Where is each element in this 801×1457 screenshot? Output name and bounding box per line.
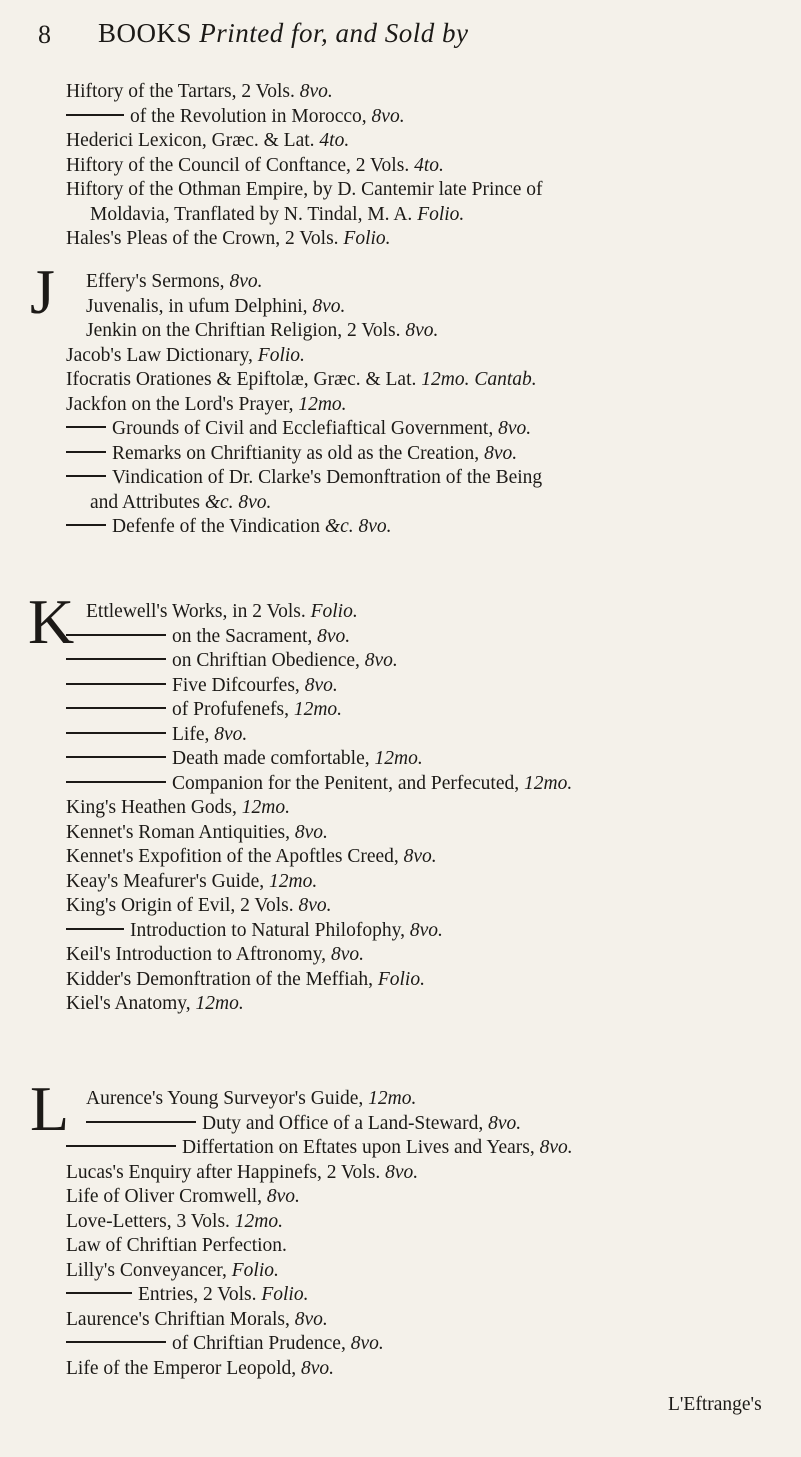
entry-format: 8vo. bbox=[371, 106, 405, 127]
catalogue-entry bbox=[86, 295, 345, 319]
ditto-rule bbox=[66, 475, 106, 477]
entry-title: Jacob's Law Dictionary, bbox=[66, 345, 258, 366]
drop-capital: J bbox=[30, 256, 55, 327]
catalogue-entry bbox=[66, 625, 350, 649]
catalogue-entry bbox=[66, 1259, 279, 1283]
entry-format: &c. 8vo. bbox=[204, 492, 272, 513]
drop-capital: K bbox=[28, 586, 75, 657]
entry-format: &c. 8vo. bbox=[324, 516, 392, 537]
entry-format: 8vo. bbox=[304, 675, 338, 696]
catalogue-entry bbox=[66, 393, 347, 417]
entry-format: 12mo. bbox=[195, 993, 244, 1014]
entry-title: Vindication of Dr. Clarke's Demonftration of the Being bbox=[112, 467, 543, 488]
entry-title: Kiel's Anatomy, bbox=[66, 993, 196, 1014]
catalogue-entry bbox=[66, 723, 247, 747]
ditto-rule bbox=[66, 756, 166, 758]
catalogue-entry bbox=[66, 821, 328, 845]
entry-title: of the Revolution in Morocco, bbox=[130, 106, 372, 127]
catalogue-entry bbox=[66, 1210, 283, 1234]
entry-format: 4to. bbox=[319, 130, 350, 151]
entry-title: Lucas's Enquiry after Happinefs, 2 Vols. bbox=[66, 1162, 386, 1183]
ditto-rule bbox=[66, 658, 166, 660]
entry-title: Love-Letters, 3 Vols. bbox=[66, 1211, 235, 1232]
entry-title: Death made comfortable, bbox=[172, 748, 375, 769]
catalogue-entry bbox=[66, 129, 349, 153]
catalogue-entry bbox=[66, 1283, 308, 1307]
entry-title: Kidder's Demonftration of the Meffiah, bbox=[66, 969, 378, 990]
entry-format: 12mo. Cantab. bbox=[421, 369, 537, 390]
catalogue-entry bbox=[66, 368, 537, 392]
entry-title: Keay's Meafurer's Guide, bbox=[66, 871, 270, 892]
entry-title: Kennet's Expofition of the Apoftles Creed, bbox=[66, 846, 404, 867]
catalogue-entry bbox=[66, 796, 290, 820]
catalogue-entry bbox=[66, 1357, 334, 1381]
entry-title: Introduction to Natural Philofophy, bbox=[130, 920, 410, 941]
ditto-rule bbox=[66, 732, 166, 734]
catalogue-entry bbox=[66, 1308, 328, 1332]
catalogue-entry bbox=[66, 919, 443, 943]
catalogue-entry bbox=[66, 1161, 418, 1185]
catalogue-entry bbox=[66, 772, 572, 796]
entry-title: Defenfe of the Vindication bbox=[112, 516, 325, 537]
ditto-rule bbox=[66, 114, 124, 116]
catalogue-entry bbox=[86, 1087, 416, 1111]
entry-format: 8vo. bbox=[294, 1309, 328, 1330]
entry-format: 8vo. bbox=[317, 626, 351, 647]
entry-format: 12mo. bbox=[374, 748, 423, 769]
ditto-rule bbox=[66, 1145, 176, 1147]
entry-title: Hiftory of the Council of Conftance, 2 Vols. bbox=[66, 155, 415, 176]
entry-title: Keil's Introduction to Aftronomy, bbox=[66, 944, 331, 965]
entry-title: Hiftory of the Tartars, 2 Vols. bbox=[66, 81, 300, 102]
catalogue-entry bbox=[66, 227, 391, 251]
catalogue-entry bbox=[90, 491, 271, 515]
entry-title: Aurence's Young Surveyor's Guide, bbox=[86, 1088, 369, 1109]
entry-title: Law of Chriftian Perfection. bbox=[66, 1235, 287, 1256]
entry-title: Ifocratis Orationes & Epiftolæ, Græc. & Lat. bbox=[66, 369, 422, 390]
entry-format: 8vo. bbox=[488, 1113, 522, 1134]
entry-format: 8vo. bbox=[498, 418, 532, 439]
entry-format: 8vo. bbox=[330, 944, 364, 965]
entry-title: Juvenalis, in ufum Delphini, bbox=[86, 296, 313, 317]
entry-title: Laurence's Chriftian Morals, bbox=[66, 1309, 295, 1330]
ditto-rule bbox=[66, 683, 166, 685]
entry-format: Folio. bbox=[377, 969, 425, 990]
entry-format: 8vo. bbox=[229, 271, 263, 292]
entry-title: King's Heathen Gods, bbox=[66, 797, 242, 818]
entry-format: 8vo. bbox=[294, 822, 328, 843]
entry-title: Remarks on Chriftianity as old as the Creation, bbox=[112, 443, 485, 464]
entry-title: Lilly's Conveyancer, bbox=[66, 1260, 232, 1281]
catalogue-entry bbox=[66, 515, 392, 539]
entry-format: Folio. bbox=[343, 228, 391, 249]
ditto-rule bbox=[66, 634, 166, 636]
entry-title: and Attributes bbox=[90, 492, 205, 513]
entry-format: 8vo. bbox=[299, 81, 333, 102]
catalogue-entry bbox=[66, 870, 317, 894]
entry-title: Hales's Pleas of the Crown, 2 Vols. bbox=[66, 228, 344, 249]
catalogue-entry bbox=[90, 203, 464, 227]
entry-format: Folio. bbox=[261, 1284, 309, 1305]
catalogue-entry bbox=[66, 466, 542, 490]
entry-format: 8vo. bbox=[539, 1137, 573, 1158]
ditto-rule bbox=[66, 928, 124, 930]
entry-title: Five Difcourfes, bbox=[172, 675, 305, 696]
catalogue-entry bbox=[66, 1332, 384, 1356]
entry-title: Moldavia, Tranflated by N. Tindal, M. A. bbox=[90, 204, 418, 225]
entry-format: Folio. bbox=[417, 204, 465, 225]
entry-title: Entries, 2 Vols. bbox=[138, 1284, 262, 1305]
catalogue-entry bbox=[66, 442, 517, 466]
entry-title: Hederici Lexicon, Græc. & Lat. bbox=[66, 130, 320, 151]
entry-format: 8vo. bbox=[484, 443, 518, 464]
entry-format: 8vo. bbox=[385, 1162, 419, 1183]
catalogue-entry bbox=[66, 344, 305, 368]
catalogue-entry bbox=[66, 1185, 300, 1209]
entry-format: 8vo. bbox=[214, 724, 248, 745]
catalogue-entry bbox=[66, 845, 437, 869]
catalogue-entry bbox=[66, 698, 342, 722]
catalogue-entry bbox=[66, 747, 423, 771]
entry-format: Folio. bbox=[310, 601, 358, 622]
entry-format: 8vo. bbox=[301, 1358, 335, 1379]
entry-format: 12mo. bbox=[298, 394, 347, 415]
catalogue-entry bbox=[66, 1136, 573, 1160]
entry-format: 12mo. bbox=[524, 773, 573, 794]
catalogue-entry bbox=[66, 943, 364, 967]
entry-title: Ettlewell's Works, in 2 Vols. bbox=[86, 601, 311, 622]
entry-format: 12mo. bbox=[293, 699, 343, 720]
catalogue-entry bbox=[66, 992, 244, 1016]
entry-format: 12mo. bbox=[241, 797, 290, 818]
entry-format: 8vo. bbox=[266, 1186, 300, 1207]
catalogue-entry bbox=[66, 649, 398, 673]
catalogue-entry bbox=[66, 417, 531, 441]
entry-format: 8vo. bbox=[405, 320, 439, 341]
catalogue-entry bbox=[66, 80, 333, 104]
ditto-rule bbox=[66, 451, 106, 453]
entry-title: Effery's Sermons, bbox=[86, 271, 230, 292]
catalogue-entry bbox=[66, 154, 444, 178]
entry-format: 12mo. bbox=[234, 1211, 284, 1232]
catalogue-entry bbox=[66, 178, 543, 202]
entry-format: 8vo. bbox=[403, 846, 437, 867]
catalogue-entry bbox=[86, 600, 358, 624]
entry-title: on the Sacrament, bbox=[172, 626, 318, 647]
entry-format: 8vo. bbox=[298, 895, 332, 916]
running-title-upright: BOOKS bbox=[98, 18, 200, 48]
catalogue-entry bbox=[86, 1112, 521, 1136]
entry-format: 8vo. bbox=[350, 1333, 384, 1354]
ditto-rule bbox=[86, 1121, 196, 1123]
running-title-italic: Printed for, and Sold by bbox=[199, 18, 469, 48]
ditto-rule bbox=[66, 426, 106, 428]
ditto-rule bbox=[66, 707, 166, 709]
ditto-rule bbox=[66, 1292, 132, 1294]
catalogue-entry bbox=[66, 1234, 287, 1258]
catalogue-entry bbox=[86, 270, 262, 294]
entry-format: Folio. bbox=[231, 1260, 279, 1281]
entry-title: King's Origin of Evil, 2 Vols. bbox=[66, 895, 299, 916]
running-header bbox=[38, 14, 758, 60]
entry-title: Companion for the Penitent, and Perfecuted, bbox=[172, 773, 524, 794]
catalogue-entry bbox=[66, 894, 332, 918]
ditto-rule bbox=[66, 524, 106, 526]
entry-title: of Chriftian Prudence, bbox=[172, 1333, 351, 1354]
drop-capital: L bbox=[30, 1073, 70, 1144]
entry-format: 12mo. bbox=[368, 1088, 417, 1109]
catalogue-entry bbox=[66, 674, 338, 698]
catchword: L'Eftrange's bbox=[668, 1394, 762, 1415]
entry-title: Differtation on Eftates upon Lives and Years, bbox=[182, 1137, 540, 1158]
entry-title: Duty and Office of a Land-Steward, bbox=[202, 1113, 489, 1134]
entry-title: on Chriftian Obedience, bbox=[172, 650, 365, 671]
catalogue-entry bbox=[66, 968, 425, 992]
entry-title: Jenkin on the Chriftian Religion, 2 Vols. bbox=[86, 320, 406, 341]
entry-title: Grounds of Civil and Ecclefiaftical Government, bbox=[112, 418, 499, 439]
entry-title: Kennet's Roman Antiquities, bbox=[66, 822, 295, 843]
entry-title: Life of Oliver Cromwell, bbox=[66, 1186, 267, 1207]
catalogue-entry bbox=[66, 105, 405, 129]
ditto-rule bbox=[66, 1341, 166, 1343]
entry-format: 8vo. bbox=[364, 650, 398, 671]
entry-format: 8vo. bbox=[409, 920, 443, 941]
entry-title: Jackfon on the Lord's Prayer, bbox=[66, 394, 299, 415]
entry-title: Life, bbox=[172, 724, 215, 745]
ditto-rule bbox=[66, 781, 166, 783]
entry-format: 8vo. bbox=[312, 296, 346, 317]
entry-format: Folio. bbox=[257, 345, 305, 366]
entry-title: of Profufenefs, bbox=[172, 699, 294, 720]
entry-title: Hiftory of the Othman Empire, by D. Cantemir late Prince of bbox=[66, 179, 543, 200]
entry-format: 4to. bbox=[414, 155, 444, 176]
catalogue-entry bbox=[86, 319, 438, 343]
page-number: 8 bbox=[38, 20, 52, 49]
running-title bbox=[98, 18, 469, 49]
entry-format: 12mo. bbox=[269, 871, 318, 892]
entry-title: Life of the Emperor Leopold, bbox=[66, 1358, 301, 1379]
